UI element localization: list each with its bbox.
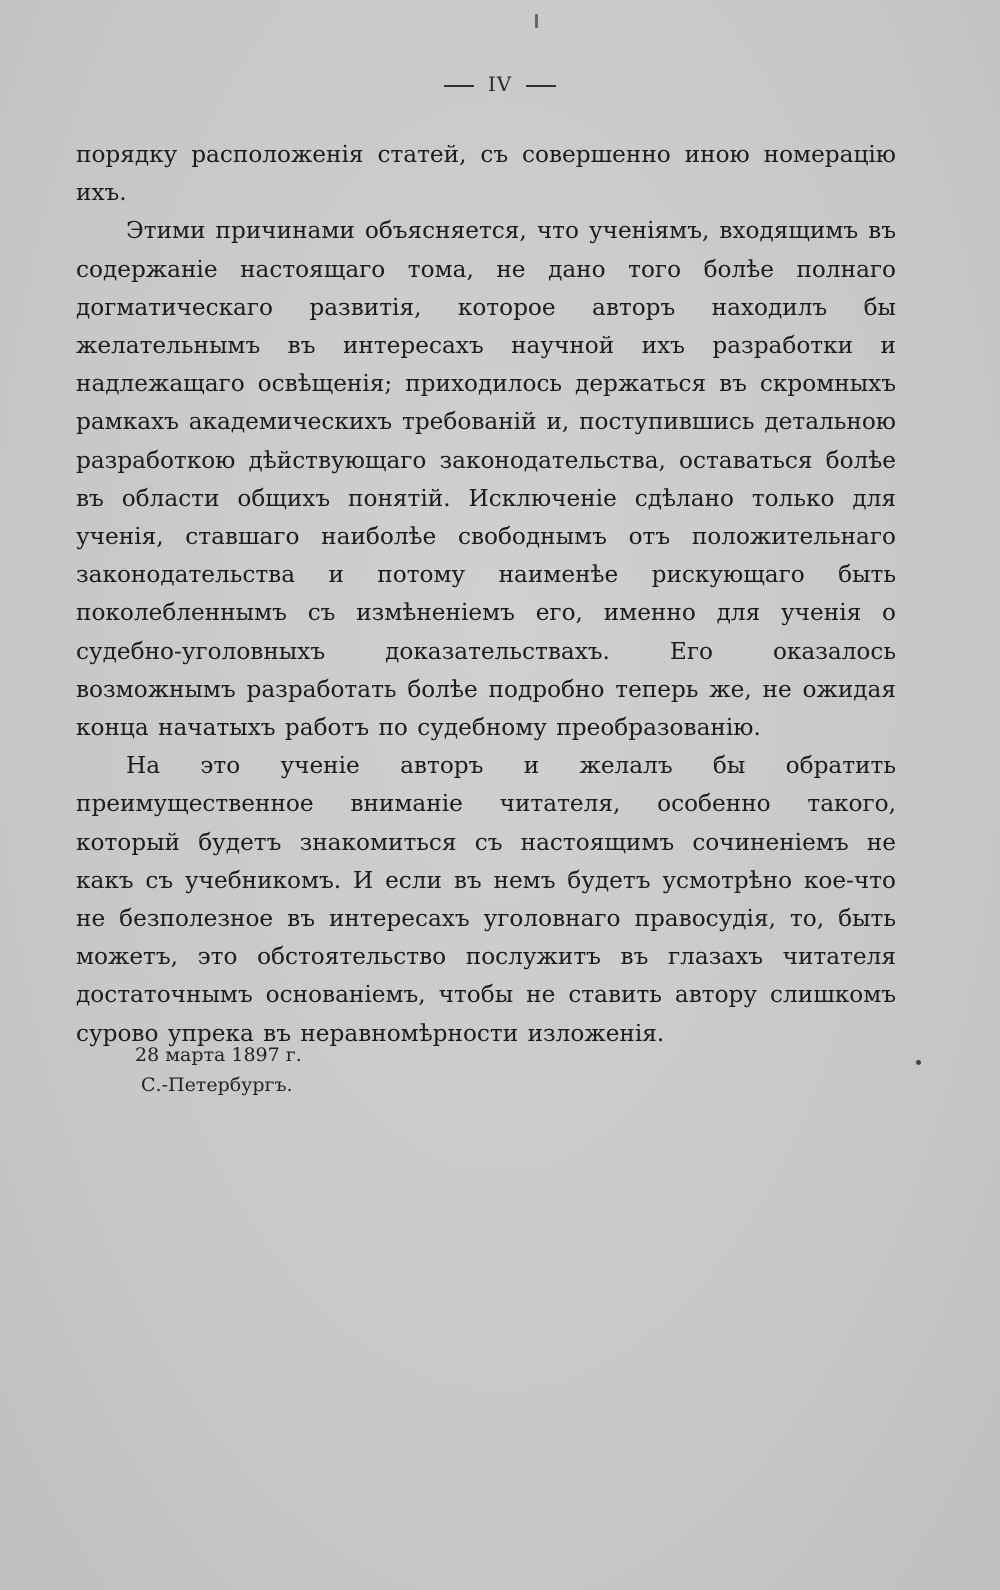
paragraph: На это ученіе авторъ и желалъ бы обратить преимущественное вниманіе читателя, особенно такого, который будетъ знакомиться съ настоящимъ сочиненіемъ не какъ съ учебникомъ. И если въ немъ будетъ усмотрѣно кое-что не безполезное въ интересахъ уголовнаго правосудія, то, быть можетъ, это обстоятельство послужитъ въ глазахъ читателя достаточнымъ основаніемъ, чтобы не ставить автору слишкомъ сурово упрека въ неравномѣрности изложенія. <box>76 752 896 1047</box>
page-number <box>0 72 1000 96</box>
paper-speck <box>916 1060 921 1065</box>
signature-date: 28 марта 1897 г. <box>135 1044 302 1066</box>
page-number-dash-right <box>526 85 556 87</box>
page-number-dash-left <box>444 85 474 87</box>
signature-block <box>135 1040 302 1100</box>
body-text <box>76 136 896 1053</box>
page-number-text: IV <box>487 72 513 96</box>
paragraph-continuation: порядку расположенія статей, съ совершенно иною номерацію ихъ. <box>76 141 896 207</box>
paper-mark <box>535 14 538 28</box>
paragraph: Этими причинами объясняется, что ученіямъ, входящимъ въ содержаніе настоящаго тома, не дано того болѣе полнаго догматическаго развитія, которое авторъ находилъ бы желательнымъ въ интересахъ научной ихъ разработки и надлежащаго освѣщенія; приходилось держаться въ скромныхъ рамкахъ академическихъ требованій и, поступившись детальною разработкою дѣйствующаго законодательства, оставаться болѣе въ области общихъ понятій. Исключеніе сдѣлано только для ученія, ставшаго наиболѣе свободнымъ отъ положительнаго законодательства и потому наименѣе рискующаго быть поколебленнымъ съ измѣненіемъ его, именно для ученія о судебно-уголовныхъ доказательствахъ. Его оказалось возможнымъ разработать болѣе подробно теперь же, не ожидая конца начатыхъ работъ по судебному преобразованію. <box>76 217 896 742</box>
signature-place: С.-Петербургъ. <box>141 1074 293 1096</box>
